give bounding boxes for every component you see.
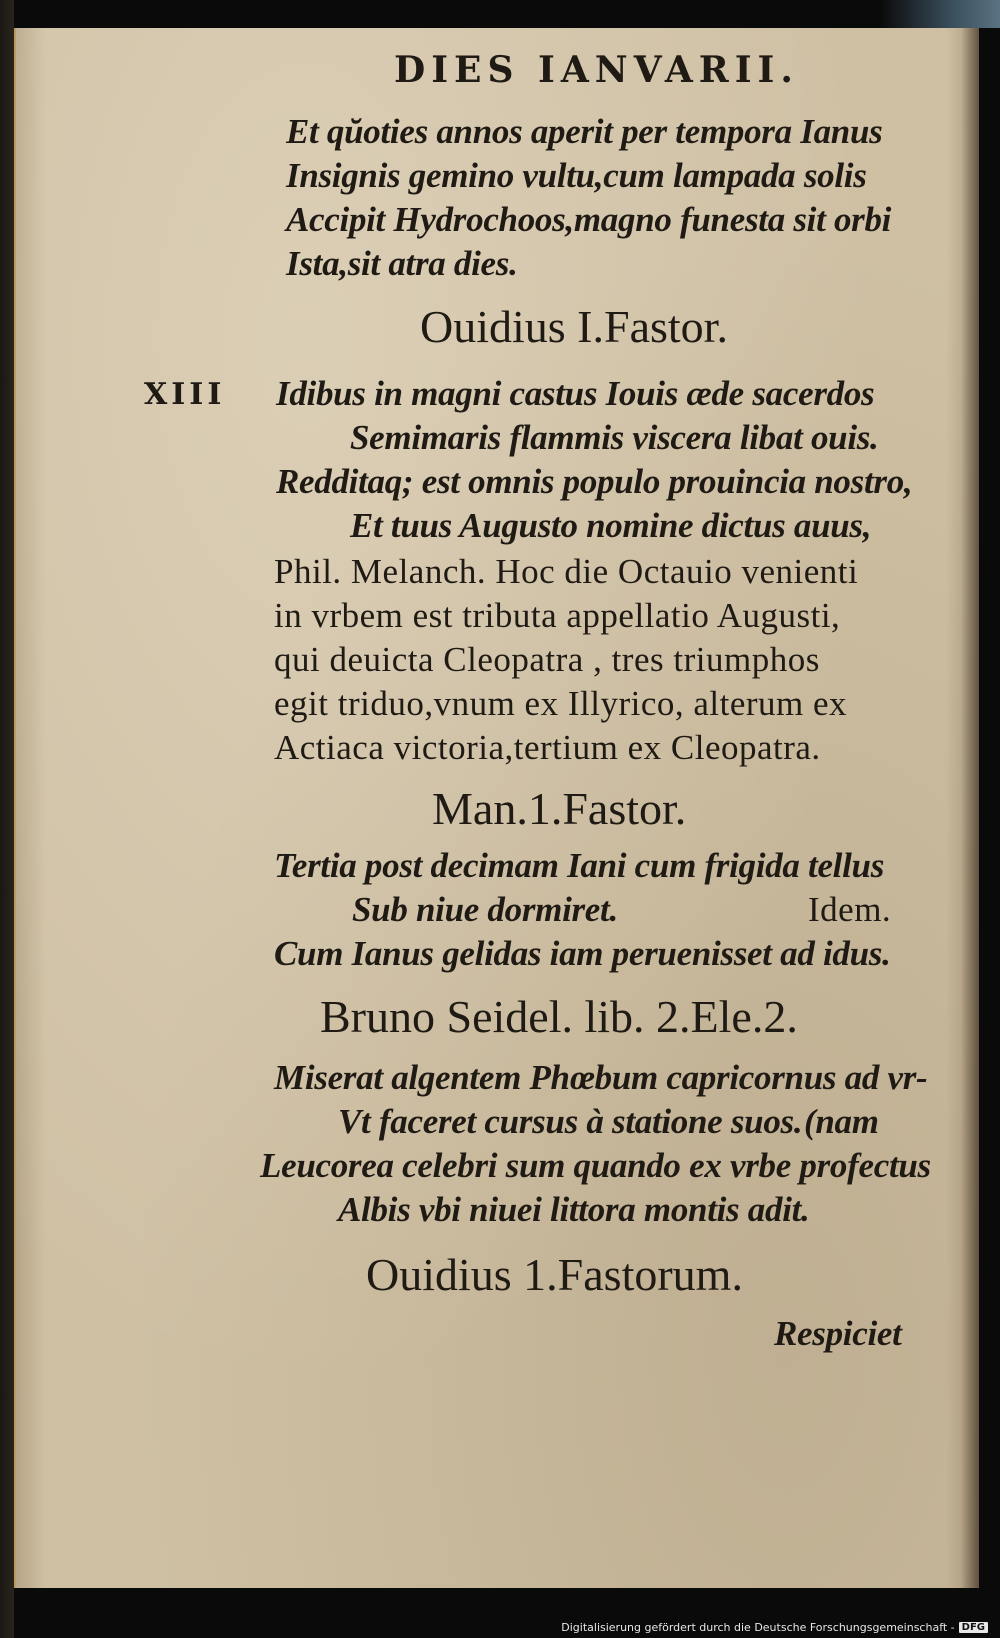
verse-line: Miserat algentem Phœbum capricornus ad vr- (274, 1058, 928, 1097)
verse-line: Sub niue dormiret. (352, 890, 618, 929)
verse-line: Albis vbi niuei littora montis adit. (338, 1190, 810, 1229)
verse-line: Leucorea celebri sum quando ex vrbe profectus (260, 1146, 931, 1185)
section-title: Ouidius 1.Fastorum. (366, 1249, 743, 1300)
verse-line: Idibus in magni castus Iouis æde sacerdos (276, 374, 875, 413)
scan-corner-background (880, 0, 1000, 28)
verse-line: Et tuus Augusto nomine dictus auus, (350, 506, 872, 545)
digitization-credit (561, 1621, 988, 1634)
verse-line: Insignis gemino vultu,cum lampada solis (286, 156, 867, 195)
section-title: Man.1.Fastor. (432, 783, 687, 834)
idem-label: Idem. (808, 890, 892, 929)
credit-text: Digitalisierung gefördert durch die Deutsche Forschungsgemeinschaft - (561, 1621, 955, 1634)
verse-line: Tertia post decimam Iani cum frigida tellus (274, 846, 885, 885)
prose-line: egit triduo,vnum ex Illyrico, alterum ex (274, 684, 848, 723)
book-page (14, 28, 979, 1588)
prose-line: Actiaca victoria,tertium ex Cleopatra. (274, 728, 821, 767)
prose-line: qui deuicta Cleopatra , tres triumphos (274, 640, 820, 679)
verse-line: Et qŭoties annos aperit per tempora Ianus (286, 112, 883, 151)
margin-date-number: XIII (144, 377, 226, 412)
prose-line: Phil. Melanch. Hoc die Octauio venienti (274, 552, 859, 591)
book-edge (0, 0, 14, 1638)
dfg-logo-icon: DFG (959, 1622, 988, 1633)
turnover-fragment: (nam (804, 1102, 879, 1141)
prose-line: in vrbem est tributa appellatio Augusti, (274, 596, 841, 635)
section-title: Ouidius I.Fastor. (420, 301, 728, 352)
verse-line: Vt faceret cursus à statione suos. (338, 1102, 803, 1141)
verse-line: Redditaq; est omnis populo prouincia nostro, (276, 462, 913, 501)
catchword: Respiciet (774, 1314, 902, 1353)
verse-line: Accipit Hydrochoos,magno funesta sit orbi (286, 200, 892, 239)
running-head: DIES IANVARII. (394, 49, 799, 91)
verse-line: Cum Ianus gelidas iam peruenisset ad idus. (274, 934, 891, 973)
section-title: Bruno Seidel. lib. 2.Ele.2. (320, 991, 798, 1042)
page-gutter-shadow (961, 28, 979, 1588)
verse-line: Ista,sit atra dies. (286, 244, 518, 283)
verse-line: Semimaris flammis viscera libat ouis. (350, 418, 879, 457)
